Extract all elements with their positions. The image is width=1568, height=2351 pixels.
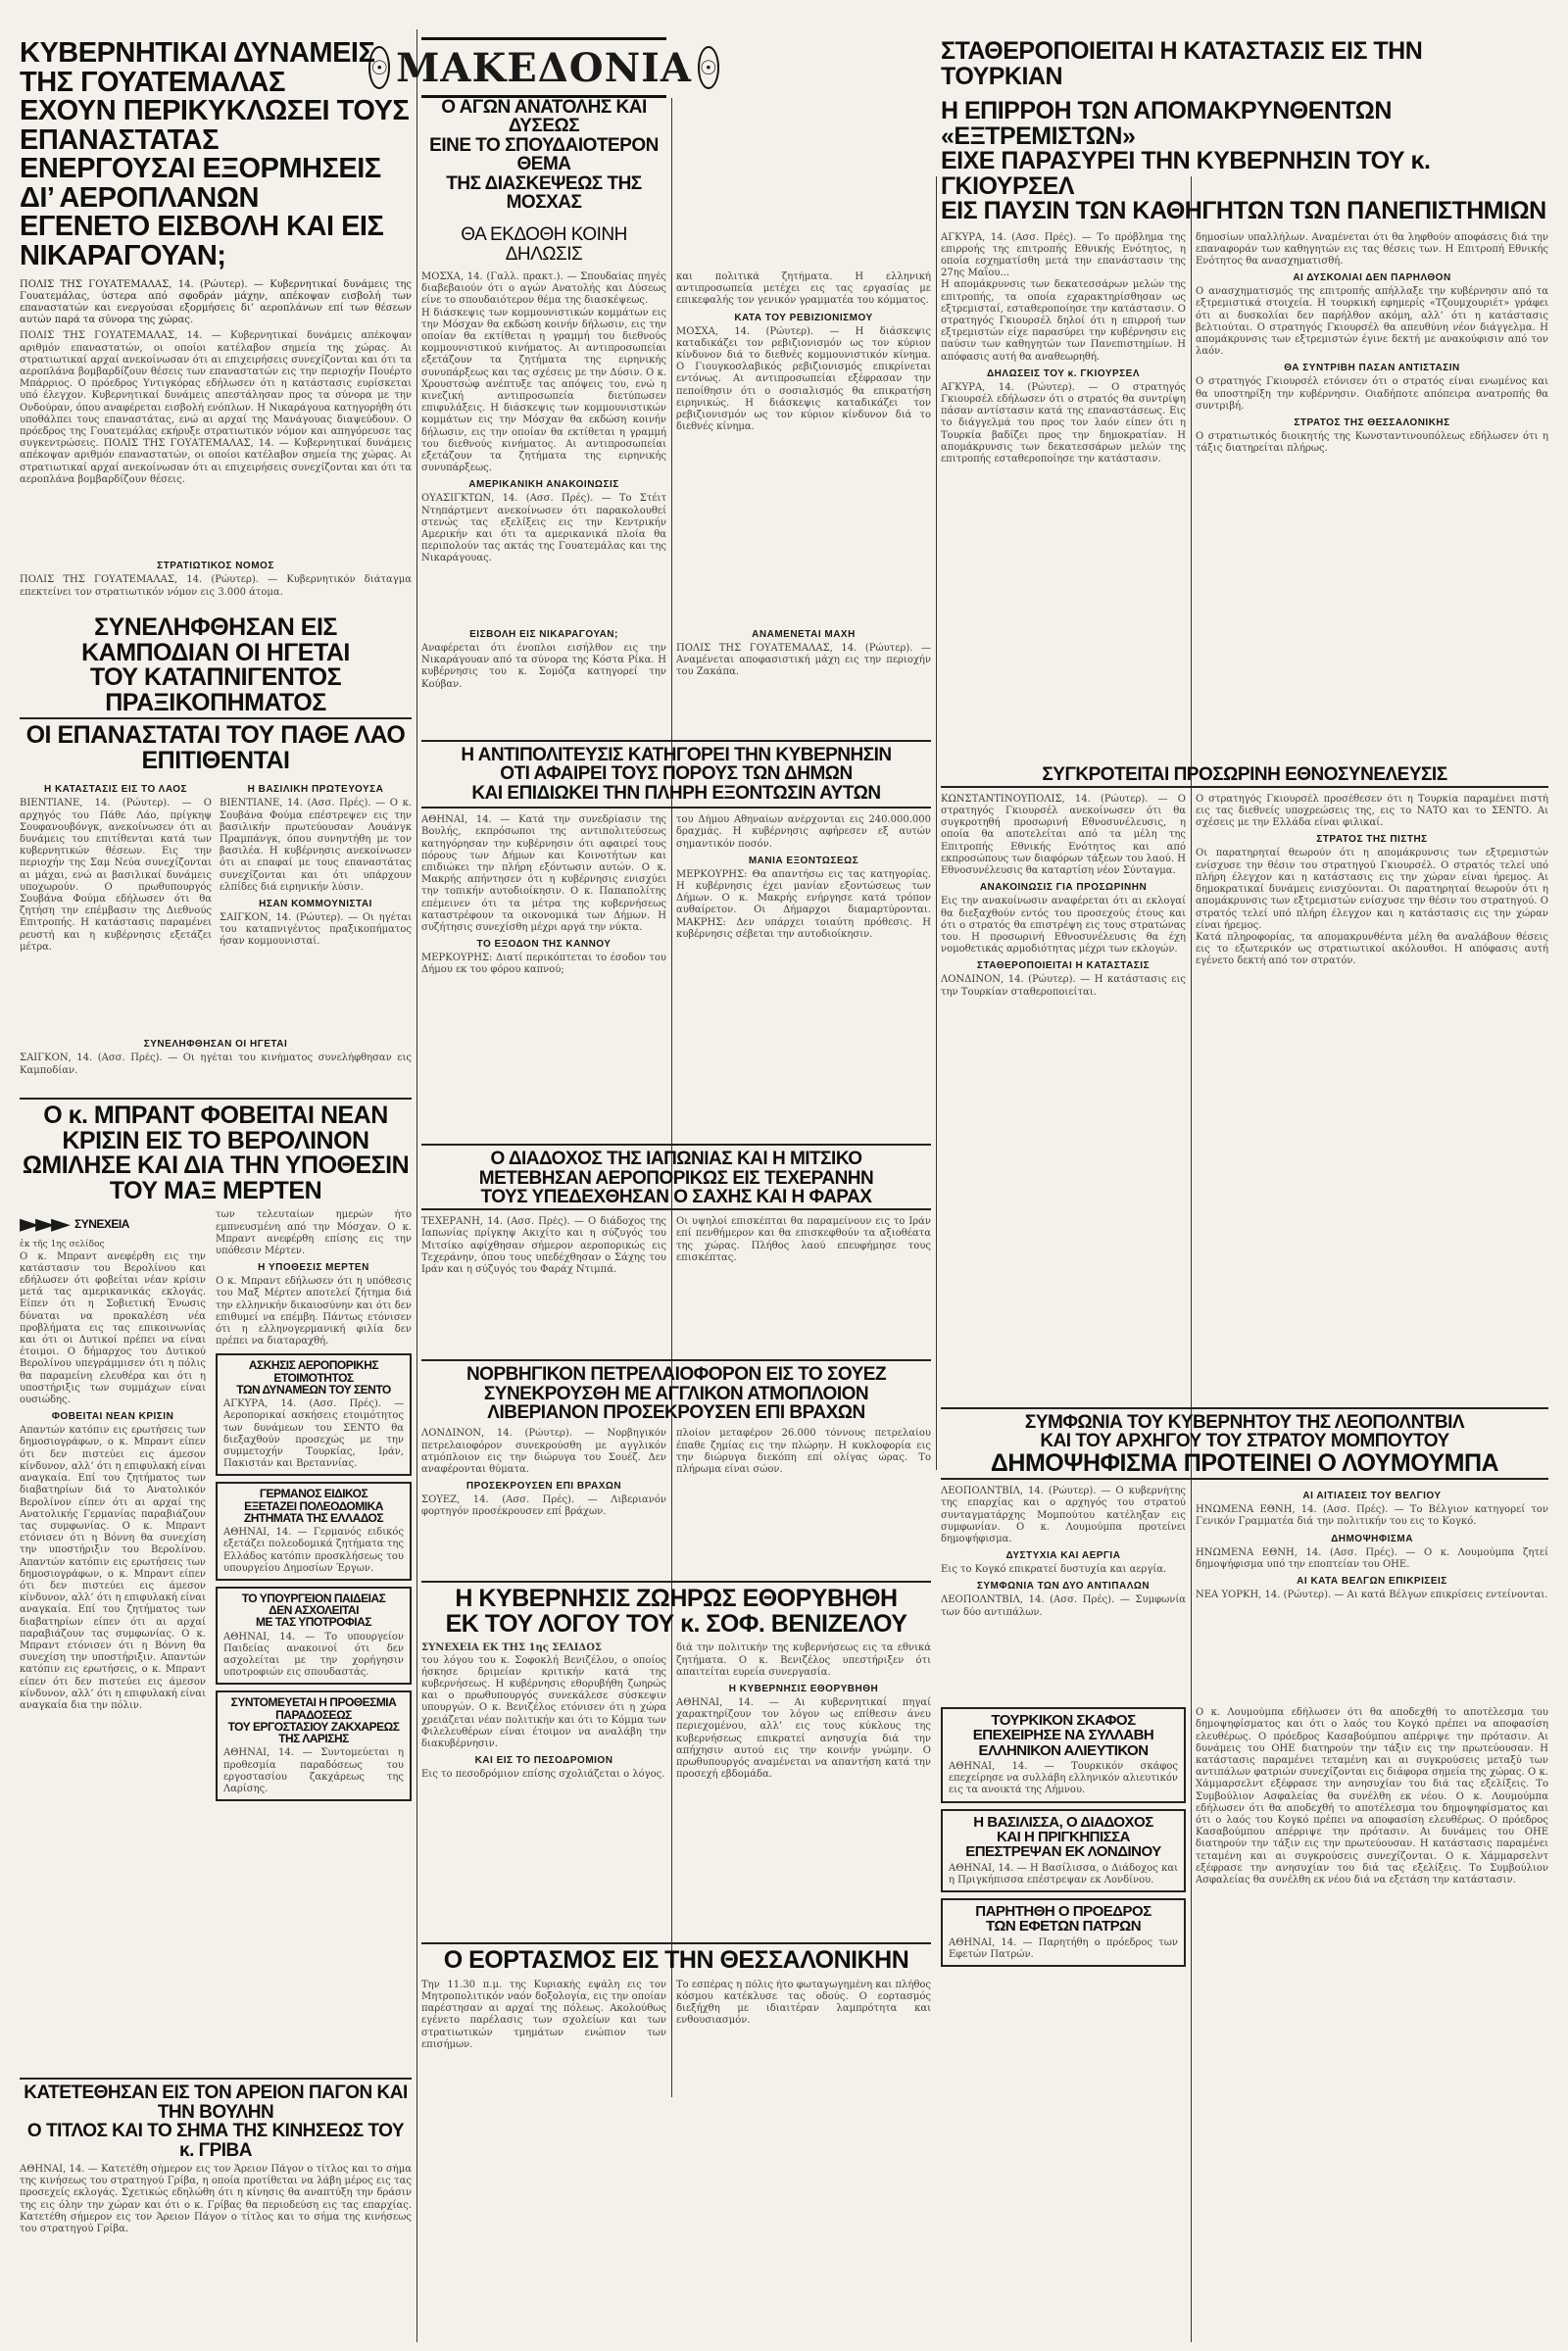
headline-line: ΤΗΣ ΛΑΡΙΣΗΣ bbox=[278, 1732, 349, 1746]
section-subhead: ΑΙ ΔΥΣΚΟΛΙΑΙ ΔΕΝ ΠΑΡΗΛΘΟΝ bbox=[1293, 272, 1451, 284]
headline-line: Η ΚΥΒΕΡΝΗΣΙΣ ΖΩΗΡΩΣ ΕΘΟΡΥΒΗΘΗ bbox=[455, 1585, 898, 1613]
section-subhead: ΔΥΣΤΥΧΙΑ ΚΑΙ ΑΕΡΓΙΑ bbox=[1005, 1550, 1121, 1562]
article-text: ΜΟΣΧΑ, 14. (Ρώυτερ). — Η διάσκεψις καταδικάζει τον ρεβιζιονισμόν ως τον κύριον κίνδυνον διά το διεθνές κομμουνιστικόν κίνημα. Ο Γιουγκοσλαβικός ρεβιζιονισμός επικρίνεται εντόνως. Αι αντιπροσωπείαι εξέφρασαν την πεποίθησιν ότι ο σοσιαλισμός θα επικρατήση ειρηνικώς. Η διάσκεψις καταδικάζει τον ρεβιζιονισμόν ως τον κύριον κίνδυνον διά το διεθνές κίνημα. bbox=[676, 325, 931, 433]
section-subhead: ΣΤΡΑΤΙΩΤΙΚΟΣ ΝΟΜΟΣ bbox=[157, 561, 274, 572]
article-text: ΑΘΗΝΑΙ, 14. — Παρητήθη ο πρόεδρος των Εφετών Πατρών. bbox=[949, 1936, 1178, 1960]
headline-line: ΤΩΝ ΔΥΝΑΜΕΩΝ ΤΟΥ ΣΕΝΤΟ bbox=[236, 1382, 391, 1396]
areios-pagos-headline bbox=[20, 2078, 412, 2160]
headline-line: ΚΑΙ Η ΠΡΙΓΚΗΠΙΣΣΑ bbox=[996, 1828, 1131, 1845]
article-text: ΑΘΗΝΑΙ, 14. — Το υπουργείον Παιδείας ανακοινοί ότι δεν ασχολείται με την χορήγησιν υποτροφιών εις σπουδαστάς. bbox=[223, 1631, 404, 1679]
headline-line: ΕΞΕΤΑΖΕΙ ΠΟΛΕΟΔΟΜΙΚΑ bbox=[244, 1498, 383, 1513]
section-subhead: ΣΤΡΑΤΟΣ ΤΗΣ ΘΕΣΣΑΛΟΝΙΚΗΣ bbox=[1294, 416, 1450, 428]
article-text: Την 11.30 π.μ. της Κυριακής εψάλη εις τον Μητροπολιτικόν ναόν δοξολογία, εις την οποίαν παρέστησαν αι αρχαί της πόλεως. Ακολούθως εγένετο παρέλασις των σχολείων και των στρατιωτικών τμημάτων ενώπιον των επισήμων. bbox=[421, 1979, 666, 2050]
moscow-columns bbox=[421, 271, 931, 624]
section-subhead: ΣΥΜΦΩΝΙΑ ΤΩΝ ΔΥΟ ΑΝΤΙΠΑΛΩΝ bbox=[976, 1581, 1151, 1592]
section-subhead: ΗΣΑΝ ΚΟΜΜΟΥΝΙΣΤΑΙ bbox=[259, 899, 372, 910]
article-body bbox=[421, 1642, 666, 1936]
article-text: Ο κ. Μπραντ ανεφέρθη εις την κατάστασιν του Βερολίνου και εδήλωσεν ότι φοβείται νέαν κρίσιν μετά τας αμερικανικάς εκλογάς. Είπεν ότι η Σοβιετική Ένωσις δύναται να προκαλέση νέα προβλήματα εις τας επικοινωνίας και ότι οι Δυτικοί πρέπει να είναι έτοιμοι. Ο δήμαρχος του Δυτικού Βερολίνου υπεγράμμισεν ότι η πόλις θα παραμείνη ελευθέρα και ότι η υποστήριξις των συμμάχων είναι ουσιώδης. bbox=[20, 1250, 206, 1406]
article-body bbox=[941, 794, 1186, 1401]
headline-line: ΕΙΝΕ ΤΟ ΣΠΟΥΔΑΙΟΤΕΡΟΝ ΘΕΜΑ bbox=[429, 134, 659, 175]
headline-line: ΕΚ ΤΟΥ ΛΟΓΟΥ ΤΟΥ κ. ΣΟΦ. ΒΕΝΙΖΕΛΟΥ bbox=[445, 1609, 907, 1638]
article-body bbox=[20, 1209, 206, 2072]
article-body bbox=[941, 232, 1186, 761]
patras-box bbox=[941, 1898, 1186, 1967]
article-text: ΛΟΝΔΙΝΟΝ, 14. (Ρώυτερ). — Νορβηγικόν πετρελαιοφόρον συνεκρούσθη με αγγλικόν ατμόπλοιον εις την διώρυγα του Σουέζ. Δεν αναφέρονται θύματα. bbox=[421, 1428, 666, 1475]
article-body bbox=[20, 779, 212, 1034]
article-body bbox=[676, 814, 931, 1138]
section-subhead: ΑΙ ΚΑΤΑ ΒΕΛΓΩΝ ΕΠΙΚΡΙΣΕΙΣ bbox=[1297, 1575, 1447, 1587]
headline-line: ΤΟΥ ΚΑΤΑΠΝΙΓΕΝΤΟΣ ΠΡΑΞΙΚΟΠΗΜΑΤΟΣ bbox=[89, 663, 342, 716]
article-body bbox=[421, 271, 666, 624]
headline-line: ΕΤΟΙΜΟΤΗΤΟΣ bbox=[273, 1370, 354, 1385]
headline-line: ΓΕΡΜΑΝΟΣ ΕΙΔΙΚΟΣ bbox=[259, 1487, 368, 1501]
headline-line: ΝΟΡΒΗΓΙΚΟΝ ΠΕΤΡΕΛΑΙΟΦΟΡΟΝ ΕΙΣ ΤΟ ΣΟΥΕΖ bbox=[466, 1364, 887, 1386]
article-text: ΑΘΗΝΑΙ, 14. — Τουρκικόν σκάφος επεχείρησε να συλλάβη ελληνικόν αλιευτικόν εις τα ανοικτά της Λήμνου. bbox=[949, 1761, 1178, 1796]
headline-line: ΣΥΝΕΚΡΟΥΣΘΗ ΜΕ ΑΓΓΛΙΚΟΝ ΑΤΜΟΠΛΟΙΟΝ bbox=[483, 1383, 869, 1404]
article-text: του Δήμου Αθηναίων ανέρχονται εις 240.000.000 δραχμάς. Η κυβέρνησις αφήρεσεν εξ αυτών σημαντικόν ποσόν. bbox=[676, 814, 931, 850]
article-text: ΑΘΗΝΑΙ, 14. — Κατά την συνεδρίασιν της Βουλής, εκπρόσωποι της αντιπολιτεύσεως κατηγόρησαν την κυβέρνησιν ότι αφαιρεί τους πόρους των Δήμων και Κοινοτήτων και επιδιώκει την πλήρη εξόντωσιν αυτών. Ο κ. Μακρής απήντησεν ότι η κυβέρνησις ενισχύει την τοπικήν αυτοδιοίκησιν. Ο κ. Παπαπολίτης επέμεινεν ότι τα μέτρα της κυβερνήσεως καταστρέφουν τα οικονομικά των Δήμων. Η συζήτησις συνεχίσθη μέχρι αργά την νύκτα. bbox=[421, 814, 666, 933]
headline-line: ΣΥΝΤΟΜΕΥΕΤΑΙ Η ΠΡΟΘΕΣΜΙΑ bbox=[230, 1695, 397, 1710]
article-text: Εις το πεσοδρόμιον επίσης σχολιάζεται ο λόγος. bbox=[421, 1769, 665, 1781]
article-lead: ΜΟΣΧΑ, 14. (Γαλλ. πρακτ.). — Σπουδαίας πηγές διαβεβαιούν ότι ο αγών Ανατολής και Δύσεως είνε το σπουδαιότερον θέμα της διασκέψεως. bbox=[421, 271, 666, 307]
article-text: Κατά πληροφορίας, τα απομακρυνθέντα μέλη θα αναλάβουν θέσεις εις το εξωτερικόν ως στρατιωτικοί ακόλουθοι. Η απόφασις αυτή εγένετο δεκτή από τον στρατόν. bbox=[1196, 931, 1548, 967]
section-subhead: ΑΝΑΚΟΙΝΩΣΙΣ ΓΙΑ ΠΡΟΣΩΡΙΝΗΝ bbox=[979, 882, 1148, 894]
headline-line: ΠΑΡΑΔΟΣΕΩΣ bbox=[275, 1707, 352, 1722]
article-body bbox=[1196, 1486, 1548, 1701]
column-rule bbox=[416, 29, 417, 2342]
tanker-headline bbox=[421, 1359, 931, 1422]
arrow-icon: ►►► bbox=[20, 1209, 67, 1240]
section-subhead: ΚΑΤΑ ΤΟΥ ΡΕΒΙΖΙΟΝΙΣΜΟΥ bbox=[734, 312, 873, 323]
article-text: Απαντών κατόπιν εις ερωτήσεις των δημοσιογράφων, ο κ. Μπραντ είπεν ότι δεν πιστεύει εις άμεσον κίνδυνον, αλλ’ ότι η επιφυλακή είναι αναγκαία. Επί του ζητήματος των διαβατηρίων διά το Ανατολικόν Βερολίνον είπεν ότι αι αρχαί της Ανατολικής Γερμανίας παραβιάζουν τας συμφωνίας. Ο κ. Μπραντ ετόνισεν ότι η Βόννη θα συνεχίση την υποστήριξιν του Βερολίνου. Απαντών κατόπιν εις ερωτήσεις των δημοσιογράφων, ο κ. Μπραντ είπεν ότι δεν πιστεύει εις άμεσον κίνδυνον, αλλ’ ότι η επιφυλακή είναι αναγκαία. Επί του ζητήματος των διαβατηρίων είπεν ότι αι αρχαί παραβιάζουν τας συμφωνίας. Ο κ. Μπραντ ετόνισεν ότι η Βόννη θα συνεχίση την υποστήριξιν. Απαντών κατόπιν εις ερωτήσεις, ο κ. Μπραντ είπεν ότι δεν πιστεύει εις άμεσον κίνδυνον, αλλ’ ότι η επιφυλακή είναι αναγκαία δια την πόλιν. bbox=[20, 1425, 206, 1711]
article-text: ΛΕΟΠΟΛΝΤΒΙΛ, 14. (Ασσ. Πρές). — Συμφωνία των δύο αντιπάλων. bbox=[941, 1594, 1186, 1618]
article-text: ΒΙΕΝΤΙΑΝΕ, 14. (Ασσ. Πρές). — Ο κ. Σουβάνα Φούμα επέστρεψεν εις την βασιλικήν πρωτεύουσαν Λουάνγκ Πραμπάνγκ, όπου συνηντήθη με τον βασιλέα. Η κυβέρνησις ανεκοίνωσεν ότι αι επαφαί με τους επαναστάτας συνεχίζονται και ότι υπάρχουν ελπίδες διά ειρηνικήν λύσιν. bbox=[220, 798, 412, 893]
section-subhead: Η ΚΑΤΑΣΤΑΣΙΣ ΕΙΣ ΤΟ ΛΑΟΣ bbox=[43, 784, 188, 796]
brandt-columns bbox=[20, 1209, 412, 2072]
headline-line: ΚΥΒΕΡΝΗΤΙΚΑΙ ΔΥΝΑΜΕΙΣ ΤΗΣ ΓΟΥΑΤΕΜΑΛΑΣ bbox=[20, 39, 375, 98]
article-text: ΗΝΩΜΕΝΑ ΕΘΝΗ, 14. (Ασσ. Πρές). — Το Βέλγιον κατηγορεί τον Γενικόν Γραμματέα διά την πολιτικήν του εις το Κογκό. bbox=[1196, 1504, 1548, 1528]
assembly-columns bbox=[941, 794, 1548, 1401]
air-exercises-box bbox=[216, 1353, 412, 1476]
royal-box bbox=[941, 1809, 1186, 1892]
article-text: ΝΕΑ ΥΟΡΚΗ, 14. (Ρώυτερ). — Αι κατά Βέλγων επικρίσεις εντείνονται. bbox=[1196, 1589, 1548, 1600]
column-rule bbox=[936, 176, 937, 1470]
headline-line: ΕΝΕΡΓΟΥΣΑΙ ΕΞΟΡΜΗΣΕΙΣ ΔΙ’ ΑΕΡΟΠΛΑΝΩΝ bbox=[20, 153, 381, 214]
bottom-boxes bbox=[941, 1707, 1548, 2217]
turkey-headline bbox=[941, 39, 1548, 224]
headline-line: Ο ΑΓΩΝ ΑΝΑΤΟΛΗΣ ΚΑΙ ΔΥΣΕΩΣ bbox=[441, 98, 647, 137]
article-text: Η διάσκεψις των κομμουνιστικών κομμάτων εις την Μόσχαν θα εκδώση κοινήν δήλωσιν, εις την οποίαν θα εκτίθεται η γραμμή του διεθνούς κομμουνιστικού κινήματος. Αι αντιπροσωπείαι εξετάζουν τα ζητήματα της ειρηνικής συνυπάρξεως και τας σχέσεις με την Δύσιν. Ο κ. Χρουστσώφ ανέπτυξε τας απόψεις του, ενώ η κινεζική αντιπροσωπεία διετύπωσεν επιφυλάξεις. Η διάσκεψις των κομμουνιστικών κομμάτων εις την Μόσχαν θα εκδώση κοινήν δήλωσιν, εις την οποίαν θα εκτίθεται η γραμμή του διεθνούς κινήματος. Αι αντιπροσωπείαι εξετάζουν τα ζητήματα της ειρηνικής συνυπάρξεως. bbox=[421, 307, 666, 474]
article-body bbox=[20, 1053, 412, 1092]
article-text: ΛΟΝΔΙΝΟΝ, 14. (Ρώυτερ). — Η κατάστασις εις την Τουρκίαν σταθεροποιείται. bbox=[941, 974, 1186, 998]
article-text: ΗΝΩΜΕΝΑ ΕΘΝΗ, 14. (Ασσ. Πρές). — Ο κ. Λουμούμπα ζητεί δημοψήφισμα υπό την εποπτείαν του ΟΗΕ. bbox=[1196, 1546, 1548, 1570]
article-text: των τελευταίων ημερών ήτο εμπνευσμένη από την Μόσχαν. Ο κ. Μπραντ ανεφέρθη επίσης εις την υπόθεσιν Μέρτεν. bbox=[216, 1209, 412, 1257]
article-body bbox=[676, 1216, 931, 1353]
article-body bbox=[941, 1486, 1186, 1701]
headline-line: ΚΑΤΕΤΕΘΗΣΑΝ ΕΙΣ ΤΟΝ ΑΡΕΙΟΝ ΠΑΓΟΝ ΚΑΙ ΤΗΝ ΒΟΥΛΗΝ bbox=[24, 2082, 408, 2123]
laos-columns bbox=[20, 779, 412, 1034]
opposition-headline bbox=[421, 740, 931, 808]
headline-line: ΠΑΡΗΤΗΘΗ Ο ΠΡΟΕΔΡΟΣ bbox=[975, 1902, 1152, 1920]
article-text: Εις την ανακοίνωσιν αναφέρεται ότι αι εκλογαί θα διεξαχθούν εντός του προσεχούς έτους και ότι ο στρατός θα επιστρέψη εις τους στρατώνας του. Η προσωρινή Εθνοσυνέλευσις θα έχη νομοθετικάς αρμοδιότητας μέχρι των εκλογών. bbox=[941, 896, 1186, 955]
section-subhead: Η ΒΑΣΙΛΙΚΗ ΠΡΩΤΕΥΟΥΣΑ bbox=[247, 784, 384, 796]
article-body bbox=[216, 1209, 412, 2072]
left-column bbox=[20, 39, 412, 2332]
headline-line: ΕΙΧΕ ΠΑΡΑΣΥΡΕΙ ΤΗΝ ΚΥΒΕΡΝΗΣΙΝ ΤΟΥ κ. ΓΚΙΟΥΡΣΕΛ bbox=[941, 147, 1431, 200]
section-subhead: ΔΗΜΟΨΗΦΙΣΜΑ bbox=[1331, 1533, 1413, 1544]
article-body bbox=[421, 1216, 666, 1353]
headline-line: ΤΩΝ ΕΦΕΤΩΝ ΠΑΤΡΩΝ bbox=[985, 1918, 1142, 1935]
continued-label: ΣΥΝΕΧΕΙΑ bbox=[74, 1217, 129, 1232]
headline-line: ΕΙΣ ΠΑΥΣΙΝ ΤΩΝ ΚΑΘΗΓΗΤΩΝ ΤΩΝ ΠΑΝΕΠΙΣΤΗΜΙΩΝ bbox=[941, 197, 1546, 224]
venizelos-columns bbox=[421, 1642, 931, 1936]
tanker-columns bbox=[421, 1428, 931, 1575]
article-text: Το εσπέρας η πόλις ήτο φωταγωγημένη και πλήθος κόσμου κατέκλυσε τας οδούς. Ο εορτασμός διεξήχθη με ιδιαιτέραν λαμπρότητα και ενθουσιασμόν. bbox=[676, 1979, 931, 2027]
section-subhead: ΑΙ ΑΙΤΙΑΣΕΙΣ ΤΟΥ ΒΕΛΓΙΟΥ bbox=[1302, 1491, 1442, 1502]
headline-line: ΕΛΛΗΝΙΚΟΝ ΑΛΙΕΥΤΙΚΟΝ bbox=[978, 1741, 1149, 1759]
section-subhead: ΦΟΒΕΙΤΑΙ ΝΕΑΝ ΚΡΙΣΙΝ bbox=[51, 1411, 174, 1423]
headline-line: Η ΕΠΙΡΡΟΗ ΤΩΝ ΑΠΟΜΑΚΡΥΝΘΕΝΤΩΝ «ΕΞΤΡΕΜΙΣΤΩΝ» bbox=[941, 97, 1392, 150]
masthead-title: ΜΑΚΕΔΟΝΙΑ bbox=[396, 44, 692, 91]
section-subhead: ΘΑ ΣΥΝΤΡΙΒΗ ΠΑΣΑΝ ΑΝΤΙΣΤΑΣΙΝ bbox=[1284, 363, 1460, 374]
headline-line: ΕΠΕΧΕΙΡΗΣΕ ΝΑ ΣΥΛΛΑΒΗ bbox=[972, 1727, 1154, 1744]
article-text: Ο στρατιωτικός διοικητής της Κωνσταντινουπόλεως εδήλωσεν ότι η τάξις διατηρείται πλήρως. bbox=[1196, 430, 1548, 455]
thessaloniki-columns bbox=[421, 1980, 931, 2176]
laos-headline: ΟΙ ΕΠΑΝΑΣΤΑΤΑΙ ΤΟΥ ΠΑΘΕ ΛΑΟ ΕΠΙΤΙΘΕΝΤΑΙ bbox=[25, 721, 406, 774]
headline-line: ΜΕ ΤΑΣ ΥΠΟΤΡΟΦΙΑΣ bbox=[256, 1615, 371, 1630]
center-column bbox=[421, 98, 931, 2332]
headline-line: ΛΙΒΕΡΙΑΝΟΝ ΠΡΟΣΕΚΡΟΥΣΕΝ ΕΠΙ ΒΡΑΧΩΝ bbox=[487, 1402, 865, 1423]
article-text: Εις το Κογκό επικρατεί δυστυχία και αεργία. bbox=[941, 1564, 1167, 1576]
headline-line: ΟΤΙ ΑΦΑΙΡΕΙ ΤΟΥΣ ΠΟΡΟΥΣ ΤΩΝ ΔΗΜΩΝ bbox=[500, 763, 853, 785]
bottom-left-boxes bbox=[941, 1707, 1186, 2217]
article-text: ΤΕΧΕΡΑΝΗ, 14. (Ασσ. Πρές). — Ο διάδοχος της Ιαπωνίας πρίγκηψ Ακιχίτο και η σύζυγός του Μιτσίκο αφίχθησαν σήμερον αεροπορικώς εις Τεχεράνην, όπου τους υπεδέχθησαν ο Σάχης του Ιράν και η σύζυγός του Φαράχ Ντιμπά. bbox=[421, 1216, 666, 1276]
article-body bbox=[1196, 232, 1548, 761]
article-text: ΑΘΗΝΑΙ, 14. — Γερμανός ειδικός εξετάζει πολεοδομικά ζητήματα της Ελλάδος κατόπιν προσκλήσεως του υπουργείου Δημοσίων Έργων. bbox=[223, 1527, 404, 1574]
article-body bbox=[20, 574, 412, 608]
article-text: δημοσίων υπαλλήλων. Αναμένεται ότι θα ληφθούν αποφάσεις διά την επαναφοράν των καθηγητών εις τας θέσεις των. Η Επιτροπή Εθνικής Ενότητος θα ανασχηματισθή. bbox=[1196, 231, 1548, 267]
continued-label: ΣΥΝΕΧΕΙΑ ΕΚ ΤΗΣ 1ης ΣΕΛΙΔΟΣ bbox=[421, 1642, 602, 1654]
headline-line: ΖΗΤΗΜΑΤΑ ΤΗΣ ΕΛΛΑΔΟΣ bbox=[243, 1510, 384, 1525]
article-body bbox=[421, 624, 666, 732]
article-text: ΑΘΗΝΑΙ, 14. — Αι κυβερνητικαί πηγαί χαρακτηρίζουν τον λόγον ως επίθεσιν άνευ περιεχομένου, αλλ’ εις τους κύκλους της κυβερνήσεως επικρατεί ανησυχία διά την απήχησιν αυτού εις την κοινήν γνώμην. Ο πρωθυπουργός αναμένεται να απαντήση κατά την προσεχή εβδομάδα. bbox=[676, 1696, 931, 1781]
headline-line: Η ΑΝΤΙΠΟΛΙΤΕΥΣΙΣ ΚΑΤΗΓΟΡΕΙ ΤΗΝ ΚΥΒΕΡΝΗΣΙΝ bbox=[461, 745, 892, 765]
masthead bbox=[370, 37, 717, 98]
article-text: ΑΓΚΥΡΑ, 14. (Ασσ. Πρές). — Αεροπορικαί ασκήσεις ετοιμότητος των δυνάμεων του ΣΕΝΤΟ θα διεξαχθούν προσεχώς με την συμμετοχήν Τουρκίας, Ιράν, Πακιστάν και Βρεταννίας. bbox=[223, 1398, 404, 1470]
opposition-columns bbox=[421, 814, 931, 1138]
headline-line: ΔΕΝ ΑΣΧΟΛΕΙΤΑΙ bbox=[269, 1603, 359, 1618]
headline-line: ΣΥΝΕΛΗΦΘΗΣΑΝ ΕΙΣ ΚΑΜΠΟΔΙΑΝ ΟΙ ΗΓΕΤΑΙ bbox=[81, 613, 350, 666]
headline-line: ΤΟ ΥΠΟΥΡΓΕΙΟΝ ΠΑΙΔΕΙΑΣ bbox=[241, 1591, 386, 1605]
section-subhead: ΑΜΕΡΙΚΑΝΙΚΗ ΑΝΑΚΟΙΝΩΣΙΣ bbox=[468, 479, 619, 491]
article-text: διά την πολιτικήν της κυβερνήσεως εις τα εθνικά ζητήματα. Ο κ. Βενιζέλος υπεστήριξεν ότι απαιτείται ευρεία συνεργασία. bbox=[676, 1642, 931, 1678]
article-body bbox=[220, 779, 412, 1034]
article-text: ΣΟΥΕΖ, 14. (Ασσ. Πρές). — Λιβεριανόν φορτηγόν προσέκρουσεν επί βράχων. bbox=[421, 1494, 666, 1518]
article-body bbox=[1196, 1707, 1548, 2217]
article-lead: ΠΟΛΙΣ ΤΗΣ ΓΟΥΑΤΕΜΑΛΑΣ, 14. (Ρώυτερ). — Κυβερνητικαί δυνάμεις της Γουατεμάλας, ύστερα από σφοδράν μάχην, απέκοψαν εισβολή των επαναστατών και ενεργούσαι εξορμήσεις δι’ αεροπλάνων επί των θέσεων αυτών παρά τα σύνορα της χώρας. bbox=[20, 278, 412, 326]
article-text: ΠΟΛΙΣ ΤΗΣ ΓΟΥΑΤΕΜΑΛΑΣ, 14. (Ρώυτερ). — Αναμένεται αποφασιστική μάχη εις την περιοχήν του Ζακάπα. bbox=[676, 643, 931, 678]
article-text: ΑΘΗΝΑΙ, 14. — Κατετέθη σήμερον εις τον Άρειον Πάγον ο τίτλος και το σήμα της κινήσεως του στρατηγού Γρίβα, η οποία προτίθεται να λάβη μέρος εις τας προσεχείς εκλογάς. Σχετικώς εδηλώθη ότι η κίνησις θα αναπτύξη την δράσιν της εις όλην την χώραν και ότι ο κ. Γρίβας θα περιοδεύση εις τας επαρχίας. Κατετέθη σήμερον εις τον Άρειον Πάγον ο τίτλος και το σήμα της κινήσεως του στρατηγού Γρίβα. bbox=[20, 2163, 412, 2234]
article-text: Οι παρατηρηταί θεωρούν ότι η απομάκρυνσις των εξτρεμιστών ενίσχυσε την θέσιν του στρατηγού Γκιουρσέλ. Ο στρατός τελεί υπό πλήρη έλεγχον και η κατάστασις εις την χώραν είναι ήρεμος. Αι δημοκρατικαί δυνάμεις ενισχύονται. Οι παρατηρηταί θεωρούν ότι η απομάκρυνσις των εξτρεμιστών ενίσχυσε την θέσιν του στρατηγού. Ο στρατός τελεί υπό πλήρη έλεγχον και η κατάστασις εις την χώραν είναι ήρεμος. bbox=[1196, 848, 1548, 931]
section-subhead: Η ΚΥΒΕΡΝΗΣΙΣ ΕΘΟΡΥΒΗΘΗ bbox=[728, 1683, 879, 1694]
article-text: ΑΘΗΝΑΙ, 14. — Συντομεύεται η προθεσμία παραδόσεως του εργοστασίου ζακχάρεως της Λαρίσης. bbox=[223, 1747, 404, 1794]
brandt-headline bbox=[20, 1098, 412, 1203]
headline-line: ΑΣΚΗΣΙΣ ΑΕΡΟΠΟΡΙΚΗΣ bbox=[248, 1358, 379, 1373]
article-text: Αναφέρεται ότι ένοπλοι εισήλθον εις την Νικαράγουαν από τα σύνορα της Κόστα Ρίκα. Η κυβέρνησις του κ. Σομόζα κατηγορεί την Κούβαν. bbox=[421, 643, 666, 690]
leopoldville-headline bbox=[941, 1407, 1548, 1480]
article-body bbox=[20, 330, 412, 556]
headline-line: ΚΑΙ ΤΟΥ ΑΡΧΗΓΟΥ ΤΟΥ ΣΤΡΑΤΟΥ ΜΟΜΠΟΥΤΟΥ bbox=[1040, 1431, 1449, 1452]
headline-line: ΣΥΜΦΩΝΙΑ ΤΟΥ ΚΥΒΕΡΝΗΤΟΥ ΤΗΣ ΛΕΟΠΟΛΝΤΒΙΛ bbox=[1024, 1411, 1465, 1433]
article-text: ΒΙΕΝΤΙΑΝΕ, 14. (Ρώυτερ). — Ο αρχηγός του Πάθε Λάο, πρίγκηψ Σουφανουβόνγκ, ανεκοίνωσεν ότι αι δυνάμεις του επιτίθενται κατά των κυβερνητικών θέσεων. Εις την περιοχήν της Σαμ Νεύα συνεχίζονται αι μάχαι, ενώ αι βασιλικαί δυνάμεις υποχωρούν. Ο πρωθυπουργός Σουβάνα Φούμα εδήλωσεν ότι θα ζητήση την επέμβασιν της Διεθνούς Επιτροπής. Η κατάστασις παραμένει ρευστή και η κυβέρνησις εξετάζει μέτρα. bbox=[20, 798, 212, 953]
headline-line: ΜΕΤΕΒΗΣΑΝ ΑΕΡΟΠΟΡΙΚΩΣ ΕΙΣ ΤΕΧΕΡΑΝΗΝ bbox=[478, 1167, 874, 1189]
headline-line: ΤΟΥΡΚΙΚΟΝ ΣΚΑΦΟΣ bbox=[991, 1712, 1136, 1730]
article-body bbox=[1196, 794, 1548, 1401]
article-body bbox=[421, 1980, 666, 2176]
continued-marker bbox=[20, 1209, 206, 1239]
headline-line: ΩΜΙΛΗΣΕ ΚΑΙ ΔΙΑ ΤΗΝ ΥΠΟΘΕΣΙΝ ΤΟΥ ΜΑΞ ΜΕΡΤΕΝ bbox=[22, 1151, 410, 1204]
headline-line: ΤΟΥΣ ΥΠΕΔΕΧΘΗΣΑΝ Ο ΣΑΧΗΣ ΚΑΙ Η ΦΑΡΑΧ bbox=[421, 1188, 931, 1210]
article-body bbox=[20, 2164, 412, 2281]
article-text: ΣΑΙΓΚΟΝ, 14. (Ασσ. Πρές). — Οι ηγέται του κινήματος συνελήφθησαν εις Καμποδίαν. bbox=[20, 1053, 412, 1076]
headline-line: ΕΧΟΥΝ ΠΕΡΙΚΥΚΛΩΣΕΙ ΤΟΥΣ ΕΠΑΝΑΣΤΑΤΑΣ bbox=[20, 95, 410, 156]
sugar-box bbox=[216, 1690, 412, 1801]
venizelos-headline bbox=[421, 1581, 931, 1637]
headline-line: ΚΑΙ ΕΠΙΔΙΩΚΕΙ ΤΗΝ ΠΛΗΡΗ ΕΞΟΝΤΩΣΙΝ ΑΥΤΩΝ bbox=[471, 782, 881, 804]
education-box bbox=[216, 1587, 412, 1686]
article-text: Ο ανασχηματισμός της επιτροπής απήλλαξε την κυβέρνησιν από τα εξτρεμιστικά στοιχεία. Η τουρκική εφημερίς «Τζουμχουριέτ» γράφει ότι αι δυσκολίαι δεν παρήλθον ακόμη, αλλ’ ότι η κατάστασις βελτιούται. Ο στρατηγός Γκιουρσέλ θα απευθύνη νέον διάγγελμα. Η απομάκρυνσις των εξτρεμιστών έγινε δεκτή με ανακούφισιν από τον λαόν. bbox=[1196, 286, 1548, 358]
article-text: Ο στρατηγός Γκιουρσέλ προσέθεσεν ότι η Τουρκία παραμένει πιστή εις τας διεθνείς υποχρεώσεις της, εις το ΝΑΤΟ και το ΣΕΝΤΟ. Αι σχέσεις με την Ελλάδα είναι φιλικαί. bbox=[1196, 793, 1548, 829]
article-text: πλοίον μεταφέρον 26.000 τόννους πετρελαίου έπαθε ζημίας εις την πλώρην. Η κυκλοφορία εις την διώρυγα διεκόπη επί ολίγας ώρας. Το πλήρωμα είναι σώον. bbox=[676, 1428, 931, 1475]
headline-line: ΤΟΥ ΕΡΓΟΣΤΑΣΙΟΥ ΖΑΚΧΑΡΕΩΣ bbox=[227, 1719, 400, 1734]
article-text: Ο κ. Λουμούμπα εδήλωσεν ότι θα αποδεχθή το αποτέλεσμα του δημοψηφίσματος και ότι ο λαός του Κογκό πρέπει να αποφασίση ελευθέρως. Ο πρόεδρος Κασαβούμπου απέρριψε την πρότασιν. Αι δυνάμεις του ΟΗΕ διατηρούν την τάξιν εις την πρωτεύουσαν. Η κατάστασις παραμένει τεταμένη και αι συγκρούσεις μεταξύ των αντιπάλων φατριών συνεχίζονται εις διάφορα σημεία της χώρας. Ο κ. Χάμμαρσελντ εξέφρασε την ανησυχίαν του διά τας εξελίξεις. Το Συμβούλιον Ασφαλείας θα συνέλθη εκ νέου. Ο κ. Λουμούμπα εδήλωσεν ότι θα αποδεχθή το αποτέλεσμα του δημοψηφίσματος και ότι ο λαός του Κογκό πρέπει να αποφασίση ελευθέρως. Ο πρόεδρος Κασαβούμπου απέρριψε την πρότασιν. Αι δυνάμεις του ΟΗΕ διατηρούν την τάξιν εις την πρωτεύουσαν. Η κατάστασις παραμένει τεταμένη και αι συγκρούσεις συνεχίζονται. Ο κ. Χάμμαρσελντ εξέφρασε την ανησυχίαν του διά τας εξελίξεις. Το Συμβούλιον Ασφαλείας θα συνέλθη εκ νέου διά να εξετάση την κατάστασιν. bbox=[1196, 1707, 1548, 1886]
headline-line: Ο ΤΙΤΛΟΣ ΚΑΙ ΤΟ ΣΗΜΑ ΤΗΣ ΚΙΝΗΣΕΩΣ ΤΟΥ κ. ΓΡΙΒΑ bbox=[26, 2121, 405, 2161]
article-lead: ΑΓΚΥΡΑ, 14. (Ασσ. Πρές). — Το πρόβλημα της επιρροής της επιτροπής Εθνικής Ενότητος, η οποία εσχηματίσθη μετά την επανάστασιν της 27ης Μαΐου... bbox=[941, 231, 1186, 279]
article-body bbox=[676, 1980, 931, 2176]
guatemala-headline bbox=[20, 39, 412, 271]
turkey-columns bbox=[941, 232, 1548, 761]
article-text: ΜΕΡΚΟΥΡΗΣ: Θα απαντήσω εις τας κατηγορίας. Η κυβέρνησις έχει μανίαν εξοντώσεως των Δήμων. Ο κ. Μακρής ενήργησε κατά τρόπον αυθαίρετον. Οι Δήμαρχοι διαμαρτύρονται. ΜΑΚΡΗΣ: Δεν υπάρχει τοιαύτη πρόθεσις. Η κυβέρνησις σέβεται την αυτοδιοίκησιν. bbox=[676, 868, 931, 940]
section-subhead: ΑΝΑΜΕΝΕΤΑΙ ΜΑΧΗ bbox=[752, 629, 856, 640]
article-text: ΣΑΙΓΚΟΝ, 14. (Ρώυτερ). — Οι ηγέται του καταπνιγέντος πραξικοπήματος ήσαν κομμουνισταί. bbox=[220, 912, 412, 948]
article-text: ΠΟΛΙΣ ΤΗΣ ΓΟΥΑΤΕΜΑΛΑΣ, 14. — Κυβερνητικαί δυνάμεις απέκοψαν αριθμόν επαναστατών, οι οποίοι κατέλαβον σημεία της χώρας. Αι στρατιωτικαί αρχαί ανεκοίνωσαν ότι αι επιχειρήσεις συνεχίζονται και ότι τα αεροπλάνα βομβαρδίζουν θέσεις των επαναστατών εις την περιοχήν Πουέρτο Μπάρριος. Ο πρόεδρος Υντιγκόρας εδήλωσεν ότι η κατάστασις ευρίσκεται υπό έλεγχον. Κυβερνητικαί δυνάμεις απεστάλησαν προς τα σύνορα με την Ονδούραν, όπου αναφέρεται εισβολή ενόπλων. Η Νικαράγουα κατηγορήθη ότι υποθάλπει τους επαναστάτας, ενώ αι αρχαί της Μανάγουας διαψεύδουν. Ο πρόεδρος της Γουατεμάλας εκήρυξε στρατιωτικόν νόμον και απηγόρευσε τας συγκεντρώσεις. ΠΟΛΙΣ ΤΗΣ ΓΟΥΑΤΕΜΑΛΑΣ, 14. — Κυβερνητικαί δυνάμεις απέκοψαν αριθμόν επαναστατών, οι οποίοι κατέλαβον σημεία της χώρας. Αι στρατιωτικαί αρχαί ανεκοίνωσαν ότι αι επιχειρήσεις συνεχίζονται και ότι τα αεροπλάνα βομβαρδίζουν θέσεις. bbox=[20, 330, 412, 485]
article-text: ΠΟΛΙΣ ΤΗΣ ΓΟΥΑΤΕΜΑΛΑΣ, 14. (Ρώυτερ). — Κυβερνητικόν διάταγμα επεκτείνει τον στρατιωτικόν νόμον εις 3.000 άτομα. bbox=[20, 574, 412, 598]
japan-columns bbox=[421, 1216, 931, 1353]
congo-columns bbox=[941, 1486, 1548, 1701]
head-emblem-icon: ☉ bbox=[698, 46, 719, 89]
section-subhead: ΣΥΝΕΛΗΦΘΗΣΑΝ ΟΙ ΗΓΕΤΑΙ bbox=[143, 1039, 288, 1051]
headline-line: ΤΗΣ ΔΙΑΣΚΕΨΕΩΣ ΤΗΣ ΜΟΣΧΑΣ bbox=[446, 172, 642, 213]
section-subhead: ΚΑΙ ΕΙΣ ΤΟ ΠΕΣΟΔΡΟΜΙΟΝ bbox=[474, 1755, 613, 1767]
article-text: ΜΕΡΚΟΥΡΗΣ: Διατί περικόπτεται το έσοδον του Δήμου εκ του φόρου καπνού; bbox=[421, 953, 666, 976]
east-west-headline bbox=[421, 98, 666, 212]
article-body bbox=[676, 271, 931, 624]
article-text: και πολιτικά ζητήματα. Η ελληνική αντιπροσωπεία μετέχει εις τας εργασίας με επικεφαλής τον γενικόν γραμματέα του κόμματος. bbox=[676, 271, 931, 307]
article-text: ΟΥΑΣΙΓΚΤΩΝ, 14. (Ασσ. Πρές). — Το Στέιτ Ντηπάρτμεντ ανεκοίνωσεν ότι παρακολουθεί στενώς τας εξελίξεις εις την Κεντρικήν Αμερικήν και ότι τα αμερικανικά πλοία θα περιπολούν τας ακτάς της Γουατεμάλας και της Νικαράγουας. bbox=[421, 493, 666, 564]
joint-statement-headline: ΘΑ ΕΚΔΟΘΗ ΚΟΙΝΗ ΔΗΛΩΣΙΣ bbox=[461, 224, 627, 265]
article-body bbox=[676, 1642, 931, 1936]
cambodia-headline bbox=[20, 615, 412, 719]
section-subhead: ΣΤΑΘΕΡΟΠΟΙΕΙΤΑΙ Η ΚΑΤΑΣΤΑΣΙΣ bbox=[976, 960, 1151, 972]
headline-line: ΕΠΕΣΤΡΕΨΑΝ ΕΚ ΛΟΝΔΙΝΟΥ bbox=[965, 1843, 1161, 1861]
article-text: Ο στρατηγός Γκιουρσέλ ετόνισεν ότι ο στρατός είναι ενωμένος και θα υποστηρίξη την κυβέρνησιν. Οιαδήποτε απόπειρα ανατροπής θα συντριβή. bbox=[1196, 376, 1548, 412]
thessaloniki-headline: Ο ΕΟΡΤΑΣΜΟΣ ΕΙΣ ΤΗΝ ΘΕΣΣΑΛΟΝΙΚΗΝ bbox=[421, 1942, 931, 1974]
german-expert-box bbox=[216, 1482, 412, 1581]
section-subhead: ΕΙΣΒΟΛΗ ΕΙΣ ΝΙΚΑΡΑΓΟΥΑΝ; bbox=[469, 629, 618, 640]
section-subhead: ΜΑΝΙΑ ΕΞΟΝΤΩΣΕΩΣ bbox=[748, 855, 859, 866]
right-column bbox=[941, 39, 1548, 2332]
japan-headline bbox=[421, 1144, 931, 1210]
nicaragua-columns bbox=[421, 624, 931, 732]
article-text: ΚΩΝΣΤΑΝΤΙΝΟΥΠΟΛΙΣ, 14. (Ρώυτερ). — Ο στρατηγός Γκιουρσέλ ανεκοίνωσεν ότι θα συγκροτηθή προσωρινή Εθνοσυνέλευσις, η οποία θα αποτελείται από τα μέλη της Επιτροπής Εθνικής Ενότητος και από εκπροσώπους των διαφόρων τάξεων του λαού. Η Εθνοσυνέλευσις θα καταρτίση νέον Σύνταγμα. bbox=[941, 793, 1186, 877]
article-body bbox=[421, 1428, 666, 1575]
section-subhead: ΠΡΟΣΕΚΡΟΥΣΕΝ ΕΠΙ ΒΡΑΧΩΝ bbox=[466, 1481, 622, 1493]
section-subhead: ΣΤΡΑΤΟΣ ΤΗΣ ΠΙΣΤΗΣ bbox=[1316, 834, 1428, 846]
headline-line: Η ΒΑΣΙΛΙΣΣΑ, Ο ΔΙΑΔΟΧΟΣ bbox=[973, 1813, 1153, 1831]
article-text: Οι υψηλοί επισκέπται θα παραμείνουν εις το Ιράν επί πενθήμερον και θα επισκεφθούν τα αξιοθέατα της χώρας. Πλήθος λαού επευφήμησε τους επισκέπτας. bbox=[676, 1216, 931, 1263]
headline-line: ΔΗΜΟΨΗΦΙΣΜΑ ΠΡΟΤΕΙΝΕΙ Ο ΛΟΥΜΟΥΜΠΑ bbox=[941, 1451, 1548, 1481]
assembly-headline: ΣΥΓΚΡΟΤΕΙΤΑΙ ΠΡΟΣΩΡΙΝΗ ΕΘΝΟΣΥΝΕΛΕΥΣΙΣ bbox=[941, 765, 1548, 788]
article-body bbox=[676, 1428, 931, 1575]
article-text: ΑΘΗΝΑΙ, 14. — Η Βασίλισσα, ο Διάδοχος και η Πριγκήπισσα επέστρεψαν εκ Λονδίνου. bbox=[949, 1862, 1178, 1886]
article-text: του λόγου του κ. Σοφοκλή Βενιζέλου, ο οποίος ήσκησε δριμείαν κριτικήν κατά της κυβερνήσεως. Η κυβέρνησις εθορυβήθη ζωηρώς και ο πρωθυπουργός συνεκάλεσε σύσκεψιν υπουργών. Ο κ. Βενιζέλος ετόνισεν ότι η χώρα χρειάζεται νέαν πολιτικήν και ότι το Κόμμα των Φιλελευθέρων είναι έτοιμον να αναλάβη την διακυβέρνησιν. bbox=[421, 1654, 666, 1749]
headline-line: ΣΤΑΘΕΡΟΠΟΙΕΙΤΑΙ Η ΚΑΤΑΣΤΑΣΙΣ ΕΙΣ ΤΗΝ ΤΟΥΡΚΙΑΝ bbox=[941, 39, 1423, 90]
article-body bbox=[421, 814, 666, 1138]
article-body bbox=[676, 624, 931, 732]
head-emblem-icon: ☉ bbox=[368, 46, 390, 89]
article-text: ΑΓΚΥΡΑ, 14. (Ρώυτερ). — Ο στρατηγός Γκιουρσέλ εδήλωσεν ότι ο στρατός θα συντρίψη πάσαν αντίστασιν κατά της επαναστάσεως. Εις το διάγγελμά του προς τον λαόν είπεν ότι η Τουρκία βαδίζει προς την δημοκρατίαν. Η απομάκρυνσις των δεκατεσσάρων μελών της επιτροπής εσταθεροποίησε την κατάστασιν. bbox=[941, 381, 1186, 465]
headline-line: Ο κ. ΜΠΡΑΝΤ ΦΟΒΕΙΤΑΙ ΝΕΑΝ ΚΡΙΣΙΝ ΕΙΣ ΤΟ ΒΕΡΟΛΙΝΟΝ bbox=[43, 1102, 388, 1154]
headline-line: ΕΓΕΝΕΤΟ ΕΙΣΒΟΛΗ ΚΑΙ ΕΙΣ ΝΙΚΑΡΑΓΟΥΑΝ; bbox=[20, 211, 384, 272]
continued-from: ἐκ τῆς 1ης σελίδος bbox=[20, 1240, 105, 1250]
headline-line: Ο ΔΙΑΔΟΧΟΣ ΤΗΣ ΙΑΠΩΝΙΑΣ ΚΑΙ Η ΜΙΤΣΙΚΟ bbox=[490, 1149, 862, 1170]
section-subhead: Η ΥΠΟΘΕΣΙΣ ΜΕΡΤΕΝ bbox=[258, 1262, 369, 1274]
article-text: ΛΕΟΠΟΛΝΤΒΙΛ, 14. (Ρώυτερ). — Ο κυβερνήτης της επαρχίας και ο αρχηγός του στρατού συνταγματάρχης Μομπούτου κατέληξαν εις συμφωνίαν. Ο κ. Λουμούμπα προτείνει δημοψήφισμα. bbox=[941, 1486, 1186, 1544]
article-text: Ο κ. Μπραντ εδήλωσεν ότι η υπόθεσις του Μαξ Μέρτεν αποτελεί ζήτημα διά την ελληνικήν δικαιοσύνην και ότι δεν επιθυμεί να επέμβη. Πάντως ετόνισεν ότι η ελληνογερμανική φιλία δεν πρέπει να διαταραχθή. bbox=[216, 1276, 412, 1347]
section-subhead: ΔΗΛΩΣΕΙΣ ΤΟΥ κ. ΓΚΙΟΥΡΣΕΛ bbox=[986, 367, 1141, 379]
turkish-ship-box bbox=[941, 1707, 1186, 1803]
section-subhead: ΤΟ ΕΞΟΔΟΝ ΤΗΣ ΚΑΝΝΟΥ bbox=[476, 939, 612, 951]
article-text: Η απομάκρυνσις των δεκατεσσάρων μελών της επιτροπής, τα οποία εχαρακτηρίσθησαν ως εξτρεμισταί, εσταθεροποίησε την κατάστασιν. Ο στρατηγός Γκιουρσέλ δηλοί ότι η επιρροή των εξτρεμιστών είχε παρασύρει την κυβέρνησιν εις παύσιν των καθηγητών των Πανεπιστημίων. Η απόφασις αυτή θα αναθεωρηθή. bbox=[941, 279, 1186, 363]
